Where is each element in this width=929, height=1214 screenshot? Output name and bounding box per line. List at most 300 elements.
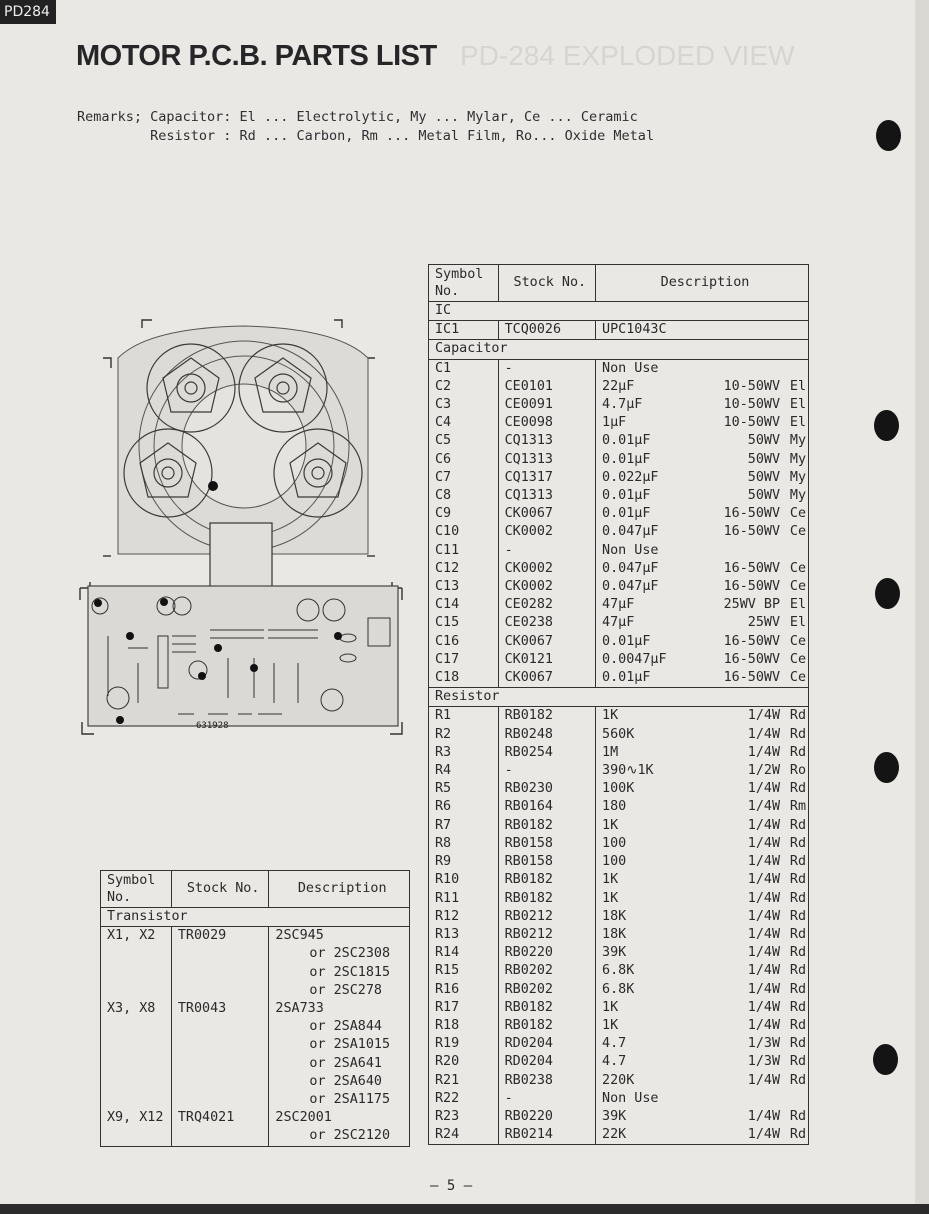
- cell-description: [596, 1090, 809, 1108]
- cell-rating: 10-50WV: [723, 378, 781, 394]
- cell-value: 1K: [602, 817, 619, 833]
- cell-type: Rd: [789, 1127, 807, 1143]
- cell-type: My: [789, 433, 807, 449]
- table-row: [429, 1126, 809, 1145]
- cell-value: 0.022µF: [602, 469, 659, 485]
- cell-type: Rd: [789, 908, 807, 924]
- cell-value: 1K: [602, 890, 619, 906]
- section-row: [429, 340, 809, 359]
- table-row: [429, 798, 809, 816]
- cell-rating: 1/4W: [747, 872, 781, 888]
- cell-stock: [171, 1055, 269, 1073]
- description-group: [602, 890, 808, 908]
- cell-symbol: R5: [429, 780, 499, 798]
- table-row: [429, 726, 809, 744]
- cell-value: 6.8K: [602, 981, 635, 997]
- cell-value: 6.8K: [602, 963, 635, 979]
- table-row: [429, 999, 809, 1017]
- cell-symbol: C7: [429, 469, 499, 487]
- cell-description: [596, 817, 809, 835]
- cell-description: [596, 1072, 809, 1090]
- cell-value: 1M: [602, 744, 619, 760]
- cell-symbol: [101, 1073, 172, 1091]
- table-row: [429, 596, 809, 614]
- cell-description: [596, 999, 809, 1017]
- cell-rating: 16-50WV: [723, 579, 781, 595]
- cell-symbol: R21: [429, 1072, 499, 1090]
- cell-description: [596, 835, 809, 853]
- page-edge: [915, 0, 929, 1214]
- cell-symbol: C16: [429, 633, 499, 651]
- cell-value: 560K: [602, 726, 635, 742]
- cell-description: [596, 651, 809, 669]
- cell-type: [780, 1090, 806, 1108]
- cell-rating: 16-50WV: [723, 524, 781, 540]
- cell-stock: CE0098: [498, 414, 595, 432]
- cell-stock: RB0182: [498, 890, 595, 908]
- description-group: [602, 614, 808, 632]
- binder-hole: [874, 752, 899, 783]
- cell-type: [780, 542, 806, 560]
- table-row: [429, 505, 809, 523]
- description-group: [602, 523, 808, 541]
- cell-rating: 1/4W: [747, 799, 781, 815]
- cell-symbol: X1, X2: [101, 927, 172, 946]
- cell-symbol: [101, 1036, 172, 1054]
- cell-stock: TR0029: [171, 927, 269, 946]
- section-label: IC: [429, 302, 809, 321]
- table-row: [429, 378, 809, 396]
- description-group: [602, 871, 808, 889]
- cell-type: Ce: [789, 670, 807, 686]
- cell-type: Rd: [789, 926, 807, 942]
- cell-symbol: [101, 1127, 172, 1146]
- part-number: or 2SC2308: [309, 946, 391, 962]
- page-number: — 5 —: [430, 1178, 473, 1194]
- cell-description: [596, 451, 809, 469]
- remarks-line-2: Resistor : Rd ... Carbon, Rm ... Metal Film, Ro... Oxide Metal: [77, 128, 655, 144]
- cell-symbol: C4: [429, 414, 499, 432]
- cell-symbol: R23: [429, 1108, 499, 1126]
- cell-description: [596, 726, 809, 744]
- cell-symbol: R22: [429, 1090, 499, 1108]
- cell-description: [269, 1091, 410, 1109]
- cell-stock: RB0238: [498, 1072, 595, 1090]
- cell-value: Non Use: [602, 542, 659, 558]
- cell-rating: 16-50WV: [723, 633, 781, 649]
- cell-type: Rd: [789, 1036, 807, 1052]
- description-group: [602, 487, 808, 505]
- cell-rating: [684, 360, 780, 378]
- cell-description: [596, 505, 809, 523]
- cell-description: [596, 962, 809, 980]
- table-row: [429, 321, 809, 340]
- description-group: [602, 360, 808, 378]
- cell-type: [780, 360, 806, 378]
- cell-type: Rd: [789, 835, 807, 851]
- cell-stock: RB0164: [498, 798, 595, 816]
- section-row: [429, 302, 809, 321]
- pcb-board-code: 631928: [196, 721, 229, 731]
- cell-value: 47µF: [602, 615, 635, 631]
- cell-value: 0.01µF: [602, 488, 651, 504]
- table-row: [429, 414, 809, 432]
- cell-stock: CE0238: [498, 614, 595, 632]
- cell-description: [269, 982, 410, 1000]
- table-row: [429, 359, 809, 378]
- cell-stock: RB0212: [498, 926, 595, 944]
- binder-hole: [876, 120, 901, 151]
- cell-type: My: [789, 488, 807, 504]
- cell-type: Ce: [789, 506, 807, 522]
- part-number: or 2SC1815: [309, 964, 391, 980]
- cell-symbol: C8: [429, 487, 499, 505]
- cell-stock: CQ1313: [498, 451, 595, 469]
- parts-list-body: [429, 265, 809, 1145]
- table-row: [429, 1108, 809, 1126]
- description-group: [602, 1053, 808, 1071]
- cell-description: [596, 432, 809, 450]
- cell-rating: 1/4W: [747, 726, 781, 742]
- binder-hole: [875, 578, 900, 609]
- cell-type: El: [789, 597, 807, 613]
- cell-value: 0.01µF: [602, 451, 651, 467]
- cell-rating: 16-50WV: [723, 651, 781, 667]
- part-number: or 2SC2120: [309, 1128, 391, 1144]
- cell-rating: 1/4W: [747, 1108, 781, 1124]
- cell-symbol: R12: [429, 908, 499, 926]
- cell-stock: RB0182: [498, 1017, 595, 1035]
- cell-value: 1K: [602, 999, 619, 1015]
- cell-rating: 1/4W: [747, 817, 781, 833]
- cell-stock: RB0220: [498, 1108, 595, 1126]
- cell-symbol: X3, X8: [101, 1000, 172, 1018]
- cell-rating: 16-50WV: [723, 560, 781, 576]
- table-row: [429, 651, 809, 669]
- header-symbol: Symbol No.: [429, 265, 499, 302]
- cell-description: [596, 1053, 809, 1071]
- cell-stock: -: [498, 762, 595, 780]
- cell-value: 0.047µF: [602, 524, 659, 540]
- cell-symbol: R19: [429, 1035, 499, 1053]
- section-label: Capacitor: [429, 340, 809, 359]
- cell-description: [269, 1000, 410, 1018]
- cell-type: Ce: [789, 633, 807, 649]
- cell-type: El: [789, 615, 807, 631]
- section-row: [101, 908, 410, 927]
- cell-description: [596, 523, 809, 541]
- parts-list-table: [428, 264, 809, 1145]
- description-group: [602, 378, 808, 396]
- cell-stock: CQ1313: [498, 487, 595, 505]
- part-number: or 2SA1015: [309, 1037, 391, 1053]
- description-group: [602, 944, 808, 962]
- description-group: [602, 798, 808, 816]
- table-row: [429, 1035, 809, 1053]
- cell-value: 0.0047µF: [602, 651, 667, 667]
- cell-value: 1µF: [602, 415, 627, 431]
- section-row: [429, 688, 809, 707]
- cell-stock: CK0121: [498, 651, 595, 669]
- page-title: MOTOR P.C.B. PARTS LIST: [76, 40, 437, 72]
- table-row: [429, 669, 809, 688]
- cell-type: Rd: [789, 1017, 807, 1033]
- cell-description: [596, 669, 809, 688]
- cell-rating: 1/4W: [747, 981, 781, 997]
- table-row: [101, 945, 410, 963]
- cell-stock: RB0254: [498, 744, 595, 762]
- description-group: [602, 1090, 808, 1108]
- cell-value: 47µF: [602, 597, 635, 613]
- table-row: [429, 542, 809, 560]
- cell-value: UPC1043C: [602, 322, 667, 338]
- binder-hole: [874, 410, 899, 441]
- cell-symbol: R20: [429, 1053, 499, 1071]
- table-row: [429, 890, 809, 908]
- description-group: [602, 1017, 808, 1035]
- cell-stock: RB0182: [498, 999, 595, 1017]
- cell-description: [269, 1055, 410, 1073]
- cell-stock: RB0158: [498, 853, 595, 871]
- section-label: Transistor: [101, 908, 410, 927]
- table-row: [101, 964, 410, 982]
- cell-stock: RB0220: [498, 944, 595, 962]
- cell-description: [596, 744, 809, 762]
- cell-rating: 1/4W: [747, 926, 781, 942]
- cell-type: Rd: [789, 945, 807, 961]
- description-group: [602, 1072, 808, 1090]
- cell-type: El: [789, 415, 807, 431]
- cell-symbol: IC1: [429, 321, 499, 340]
- binder-hole: [873, 1044, 898, 1075]
- cell-stock: RB0182: [498, 871, 595, 889]
- cell-rating: [684, 321, 780, 339]
- cell-value: 100: [602, 854, 627, 870]
- header-stock: Stock No.: [171, 871, 269, 908]
- cell-symbol: [101, 964, 172, 982]
- cell-symbol: C5: [429, 432, 499, 450]
- description-group: [602, 321, 808, 339]
- cell-rating: 25WV: [747, 615, 781, 631]
- cell-stock: CK0067: [498, 669, 595, 688]
- cell-rating: 1/2W: [747, 763, 781, 779]
- cell-symbol: R17: [429, 999, 499, 1017]
- part-number: or 2SA641: [309, 1055, 382, 1071]
- part-number: or 2SA640: [309, 1073, 382, 1089]
- remarks: [77, 108, 654, 146]
- cell-stock: RB0248: [498, 726, 595, 744]
- cell-symbol: R9: [429, 853, 499, 871]
- cell-stock: [171, 982, 269, 1000]
- cell-value: 0.01µF: [602, 506, 651, 522]
- description-group: [602, 505, 808, 523]
- description-group: [602, 633, 808, 651]
- cell-type: Rd: [789, 781, 807, 797]
- table-row: [429, 780, 809, 798]
- cell-description: [596, 853, 809, 871]
- part-number: 2SC945: [275, 928, 324, 944]
- cell-rating: 50WV: [747, 451, 781, 467]
- cell-stock: CK0067: [498, 633, 595, 651]
- cell-symbol: C13: [429, 578, 499, 596]
- cell-description: [596, 359, 809, 378]
- description-group: [602, 926, 808, 944]
- cell-symbol: C11: [429, 542, 499, 560]
- cell-type: El: [789, 378, 807, 394]
- cell-value: 1K: [602, 708, 619, 724]
- cell-symbol: R6: [429, 798, 499, 816]
- description-group: [602, 835, 808, 853]
- transistor-table: [100, 870, 410, 1147]
- table-row: [429, 451, 809, 469]
- table-row: [101, 1109, 410, 1127]
- description-group: [602, 817, 808, 835]
- table-row: [429, 614, 809, 632]
- cell-stock: [171, 964, 269, 982]
- cell-value: Non Use: [602, 1090, 659, 1106]
- cell-type: Rd: [789, 890, 807, 906]
- cell-stock: RB0158: [498, 835, 595, 853]
- cell-stock: -: [498, 1090, 595, 1108]
- cell-symbol: C2: [429, 378, 499, 396]
- description-group: [602, 542, 808, 560]
- table-row: [429, 1053, 809, 1071]
- cell-value: 4.7: [602, 1036, 627, 1052]
- cell-stock: [171, 1091, 269, 1109]
- cell-value: 1K: [602, 872, 619, 888]
- header-stock: Stock No.: [498, 265, 595, 302]
- cell-stock: CK0067: [498, 505, 595, 523]
- cell-description: [596, 707, 809, 726]
- cell-description: [596, 487, 809, 505]
- cell-type: My: [789, 451, 807, 467]
- description-group: [602, 726, 808, 744]
- cell-description: [596, 1108, 809, 1126]
- table-row: [101, 1036, 410, 1054]
- cell-type: Rd: [789, 872, 807, 888]
- cell-stock: [171, 1036, 269, 1054]
- section-label: Resistor: [429, 688, 809, 707]
- table-row: [429, 981, 809, 999]
- cell-description: [596, 596, 809, 614]
- cell-rating: 50WV: [747, 469, 781, 485]
- cell-rating: 1/4W: [747, 945, 781, 961]
- cell-stock: [171, 1127, 269, 1146]
- table-row: [429, 560, 809, 578]
- cell-type: [780, 321, 806, 339]
- cell-value: 220K: [602, 1072, 635, 1088]
- description-group: [602, 469, 808, 487]
- header-description: Description: [269, 871, 410, 908]
- cell-symbol: C6: [429, 451, 499, 469]
- cell-symbol: R2: [429, 726, 499, 744]
- cell-value: 390∿1K: [602, 763, 654, 779]
- cell-type: My: [789, 469, 807, 485]
- table-row: [429, 578, 809, 596]
- cell-description: [596, 542, 809, 560]
- cell-description: [596, 414, 809, 432]
- cell-stock: RB0202: [498, 981, 595, 999]
- cell-value: 18K: [602, 926, 627, 942]
- cell-type: Rd: [789, 708, 807, 724]
- table-row: [429, 469, 809, 487]
- cell-rating: 50WV: [747, 488, 781, 504]
- transistor-table-body: [101, 871, 410, 1147]
- cell-stock: CE0101: [498, 378, 595, 396]
- table-row: [429, 487, 809, 505]
- cell-symbol: [101, 1018, 172, 1036]
- cell-symbol: R7: [429, 817, 499, 835]
- table-row: [429, 835, 809, 853]
- cell-value: 0.01µF: [602, 633, 651, 649]
- bleed-through-text: PD-284 EXPLODED VIEW: [460, 40, 795, 71]
- cell-description: [596, 890, 809, 908]
- description-group: [602, 707, 808, 725]
- table-row: [429, 396, 809, 414]
- cell-description: [596, 578, 809, 596]
- cell-stock: CE0282: [498, 596, 595, 614]
- cell-value: 100: [602, 835, 627, 851]
- cell-stock: TCQ0026: [498, 321, 595, 340]
- description-group: [602, 432, 808, 450]
- table-header-row: [101, 871, 410, 908]
- cell-symbol: R13: [429, 926, 499, 944]
- cell-value: 180: [602, 799, 627, 815]
- cell-stock: RD0204: [498, 1035, 595, 1053]
- table-row: [429, 523, 809, 541]
- cell-stock: -: [498, 542, 595, 560]
- cell-value: 0.01µF: [602, 670, 651, 686]
- cell-description: [596, 396, 809, 414]
- table-row: [429, 926, 809, 944]
- part-number: 2SC2001: [275, 1110, 332, 1126]
- cell-symbol: [101, 982, 172, 1000]
- cell-symbol: C9: [429, 505, 499, 523]
- page-tag: PD284: [0, 0, 56, 24]
- cell-value: 39K: [602, 945, 627, 961]
- table-row: [429, 762, 809, 780]
- cell-type: El: [789, 397, 807, 413]
- cell-symbol: R16: [429, 981, 499, 999]
- description-group: [602, 780, 808, 798]
- cell-symbol: [101, 945, 172, 963]
- description-group: [602, 744, 808, 762]
- table-row: [429, 432, 809, 450]
- cell-value: 4.7: [602, 1054, 627, 1070]
- cell-stock: [171, 1073, 269, 1091]
- cell-symbol: R8: [429, 835, 499, 853]
- cell-value: 1K: [602, 1017, 619, 1033]
- cell-description: [596, 780, 809, 798]
- cell-type: Rd: [789, 1054, 807, 1070]
- cell-rating: 1/4W: [747, 890, 781, 906]
- cell-rating: 25WV BP: [723, 597, 781, 613]
- cell-stock: RB0212: [498, 908, 595, 926]
- table-row: [429, 944, 809, 962]
- cell-description: [269, 1109, 410, 1127]
- cell-stock: RB0202: [498, 962, 595, 980]
- cell-rating: [684, 542, 780, 560]
- cell-type: Ce: [789, 579, 807, 595]
- cell-description: [596, 1035, 809, 1053]
- cell-rating: 1/4W: [747, 1127, 781, 1143]
- cell-description: [596, 871, 809, 889]
- table-row: [101, 1127, 410, 1146]
- cell-stock: -: [498, 359, 595, 378]
- description-group: [602, 560, 808, 578]
- cell-symbol: R18: [429, 1017, 499, 1035]
- cell-symbol: C15: [429, 614, 499, 632]
